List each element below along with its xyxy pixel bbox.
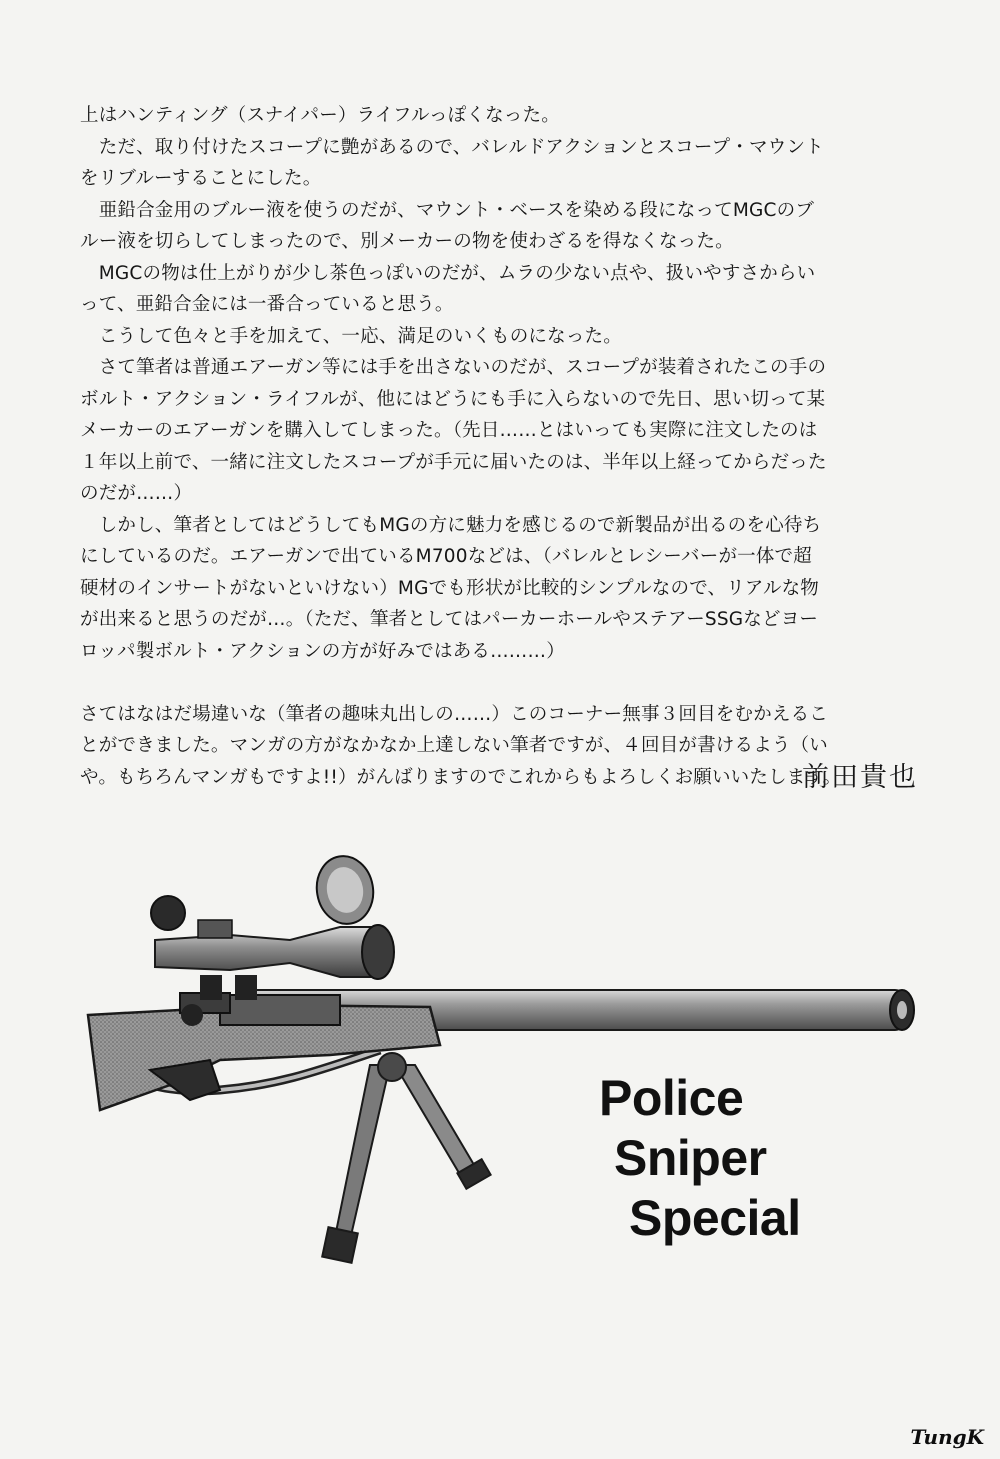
article-line: ロッパ製ボルト・アクションの方が好みではある………） xyxy=(80,640,565,662)
closing-line: さてはなはだ場違いな（筆者の趣味丸出しの……）このコーナー無事３回目をむかえるこ xyxy=(80,703,829,725)
article-line: をリブルーすることにした。 xyxy=(80,168,322,189)
closing-line: や。もちろんマンガもですよ!!）がんばりますのでこれからもよろしくお願いいたします。 xyxy=(80,766,842,788)
article-line: って、亜鉛合金には一番合っていると思う。 xyxy=(80,294,454,315)
bolt-knob xyxy=(181,1004,203,1026)
article-line: ただ、取り付けたスコープに艶があるので、バレルドアクションとスコープ・マウント xyxy=(80,136,824,158)
title-line-sniper: Sniper xyxy=(614,1130,767,1186)
article-line: ルー液を切らしてしまったので、別メーカーの物を使わざるを得なくなった。 xyxy=(80,231,734,252)
article-line: 亜鉛合金用のブルー液を使うのだが、マウント・ベースを染める段になってMGCのブ xyxy=(80,199,815,221)
bipod xyxy=(322,1053,490,1263)
article-line: しかし、筆者としてはどうしてもMGの方に魅力を感じるので新製品が出るのを心待ち xyxy=(80,514,822,536)
article-line: MGCの物は仕上がりが少し茶色っぽいのだが、ムラの少ない点や、扱いやすさからい xyxy=(80,262,816,284)
sniper-rifle-drawing xyxy=(80,845,920,1375)
article-line: ボルト・アクション・ライフルが、他にはどうにも手に入らないので先日、思い切って某 xyxy=(80,388,826,410)
article-line: 上はハンティング（スナイパー）ライフルっぽくなった。 xyxy=(80,105,560,126)
author-signature: 前田貴也 xyxy=(802,762,918,793)
article-body xyxy=(80,100,925,793)
rifle-illustration xyxy=(80,845,920,1375)
closing-line: とができました。マンガの方がなかなか上達しない筆者ですが、４回目が書けるよう（い xyxy=(80,735,829,756)
rear-lens-cap-icon xyxy=(151,896,185,930)
title-line-special: Special xyxy=(629,1190,801,1246)
article-line: のだが……） xyxy=(80,483,193,504)
watermark-signature: TungK xyxy=(910,1425,984,1449)
article-line: １年以上前で、一緒に注文したスコープが手元に届いたのは、半年以上経ってからだった xyxy=(80,451,827,473)
article-line: が出来ると思うのだが…。（ただ、筆者としてはパーカーホールやステアーSSGなどヨー xyxy=(80,609,819,630)
article-line: にしているのだ。エアーガンで出ているM700などは、（バレルとレシーバーが一体で超 xyxy=(80,546,812,567)
scope xyxy=(151,852,394,979)
article-line: こうして色々と手を加えて、一応、満足のいくものになった。 xyxy=(80,325,622,347)
article-line: 硬材のインサートがないといけない）MGでも形状が比較的シンプルなので、リアルな物 xyxy=(80,577,819,599)
article-line: メーカーのエアーガンを購入してしまった。（先日……とはいっても実際に注文したのは xyxy=(80,420,818,441)
title-line-police: Police xyxy=(599,1070,744,1126)
paragraph-spacer xyxy=(80,667,925,699)
article-line: さて筆者は普通エアーガン等には手を出さないのだが、スコープが装着されたこの手の xyxy=(80,357,827,378)
